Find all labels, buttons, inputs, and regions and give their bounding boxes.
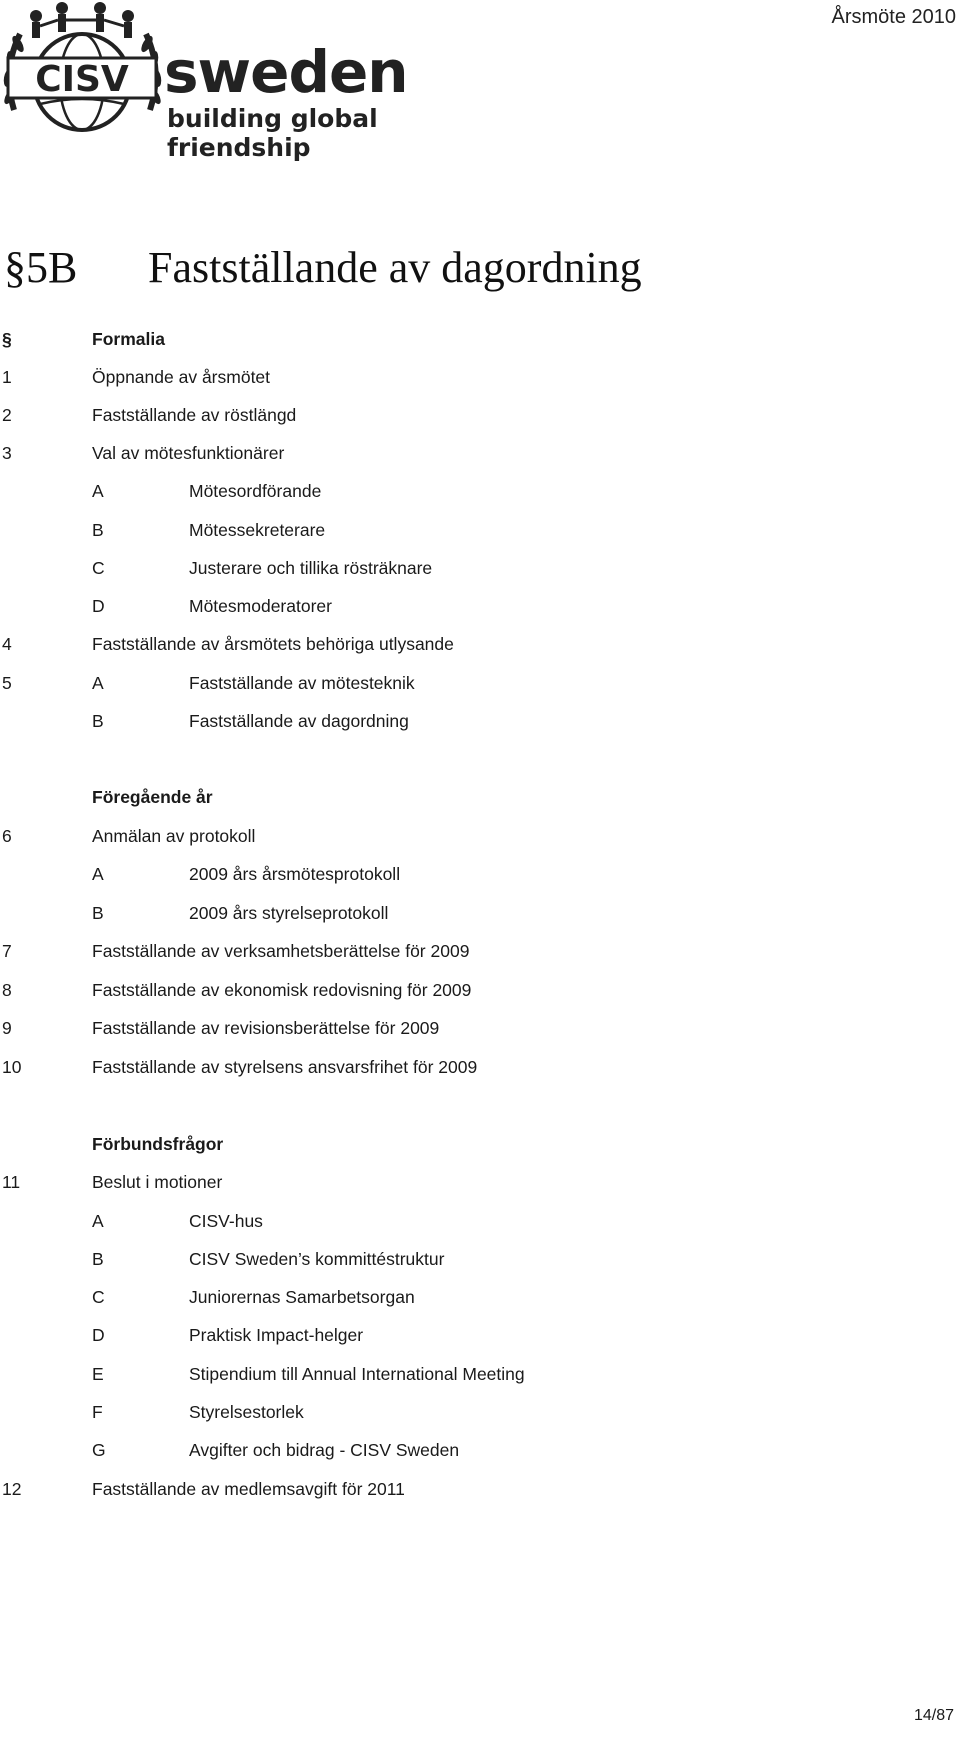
item-number: 10 xyxy=(2,1057,22,1077)
item-number: 8 xyxy=(2,980,12,1000)
cisv-globe-emblem-icon xyxy=(0,0,165,140)
item-text: Fastställande av ekonomisk redovisning för 2009 xyxy=(92,980,472,1000)
subitem-letter: B xyxy=(92,903,104,923)
logo-org-text: CISV xyxy=(35,59,129,100)
subitem-text: Fastställande av dagordning xyxy=(189,711,409,731)
subitem-letter: B xyxy=(92,711,104,731)
item-number: 4 xyxy=(2,634,12,654)
item-text: Anmälan av protokoll xyxy=(92,826,256,846)
meeting-label: Årsmöte 2010 xyxy=(831,6,956,28)
item-number: 2 xyxy=(2,405,12,425)
item-number: 11 xyxy=(2,1172,21,1192)
subitem-letter: A xyxy=(92,481,104,501)
subitem-letter: D xyxy=(92,1325,105,1345)
subitem-text: Styrelsestorlek xyxy=(189,1402,304,1422)
section-title: Förbundsfrågor xyxy=(92,1134,224,1154)
subitem-letter: C xyxy=(92,1287,105,1307)
item-number: 5 xyxy=(2,673,12,693)
subitem-text: CISV Sweden’s kommittéstruktur xyxy=(189,1249,445,1269)
subitem-letter: D xyxy=(92,596,105,616)
subitem-text: Mötesordförande xyxy=(189,481,322,501)
subitem-letter: F xyxy=(92,1402,103,1422)
item-text: Beslut i motioner xyxy=(92,1172,223,1192)
subitem-text: Stipendium till Annual International Meeting xyxy=(189,1364,525,1384)
subitem-letter: A xyxy=(92,1211,104,1231)
subitem-letter: B xyxy=(92,520,104,540)
item-number: 9 xyxy=(2,1018,12,1038)
page-number: 14/87 xyxy=(913,1707,954,1724)
page-title-text: Fastställande av dagordning xyxy=(148,243,642,292)
subitem-text: Justerare och tillika rösträknare xyxy=(189,558,433,578)
subitem-text: Praktisk Impact-helger xyxy=(189,1325,364,1345)
item-text: Fastställande av medlemsavgift för 2011 xyxy=(92,1479,405,1499)
section-title: Föregående år xyxy=(92,787,213,807)
subitem-text: 2009 års årsmötesprotokoll xyxy=(189,864,401,884)
item-number: 12 xyxy=(2,1479,22,1499)
subitem-letter: A xyxy=(92,864,104,884)
item-number: 3 xyxy=(2,443,12,463)
subitem-letter: E xyxy=(92,1364,104,1384)
item-text: Fastställande av röstlängd xyxy=(92,405,297,425)
subitem-text: Mötesmoderatorer xyxy=(189,596,332,616)
subitem-text: Mötessekreterare xyxy=(189,520,326,540)
item-text: Fastställande av mötesteknik xyxy=(189,673,415,693)
logo-word: sweden xyxy=(164,38,408,106)
subitem-text: CISV-hus xyxy=(189,1211,263,1231)
subitem-letter: B xyxy=(92,1249,104,1269)
section-title: Formalia xyxy=(92,329,165,349)
item-text: Fastställande av revisionsberättelse för 2009 xyxy=(92,1018,440,1038)
subitem-letter: C xyxy=(92,558,105,578)
item-text: Fastställande av årsmötets behöriga utlysande xyxy=(92,634,454,654)
subitem-letter: G xyxy=(92,1440,106,1460)
page-title xyxy=(4,242,642,293)
subitem-text: 2009 års styrelseprotokoll xyxy=(189,903,389,923)
logo-tagline: building global friendship xyxy=(167,104,378,162)
section-marker: § xyxy=(2,329,12,349)
item-text: Fastställande av verksamhetsberättelse för 2009 xyxy=(92,941,470,961)
item-number: 6 xyxy=(2,826,12,846)
subitem-letter: A xyxy=(92,673,104,693)
item-text: Fastställande av styrelsens ansvarsfrihet för 2009 xyxy=(92,1057,478,1077)
page-title-number: §5B xyxy=(4,243,78,292)
subitem-text: Juniorernas Samarbetsorgan xyxy=(189,1287,415,1307)
cisv-sweden-logo xyxy=(0,0,500,162)
item-number: 7 xyxy=(2,941,12,961)
item-text: Val av mötesfunktionärer xyxy=(92,443,285,463)
item-number: 1 xyxy=(2,367,12,387)
item-text: Öppnande av årsmötet xyxy=(92,367,271,387)
subitem-text: Avgifter och bidrag - CISV Sweden xyxy=(189,1440,460,1460)
